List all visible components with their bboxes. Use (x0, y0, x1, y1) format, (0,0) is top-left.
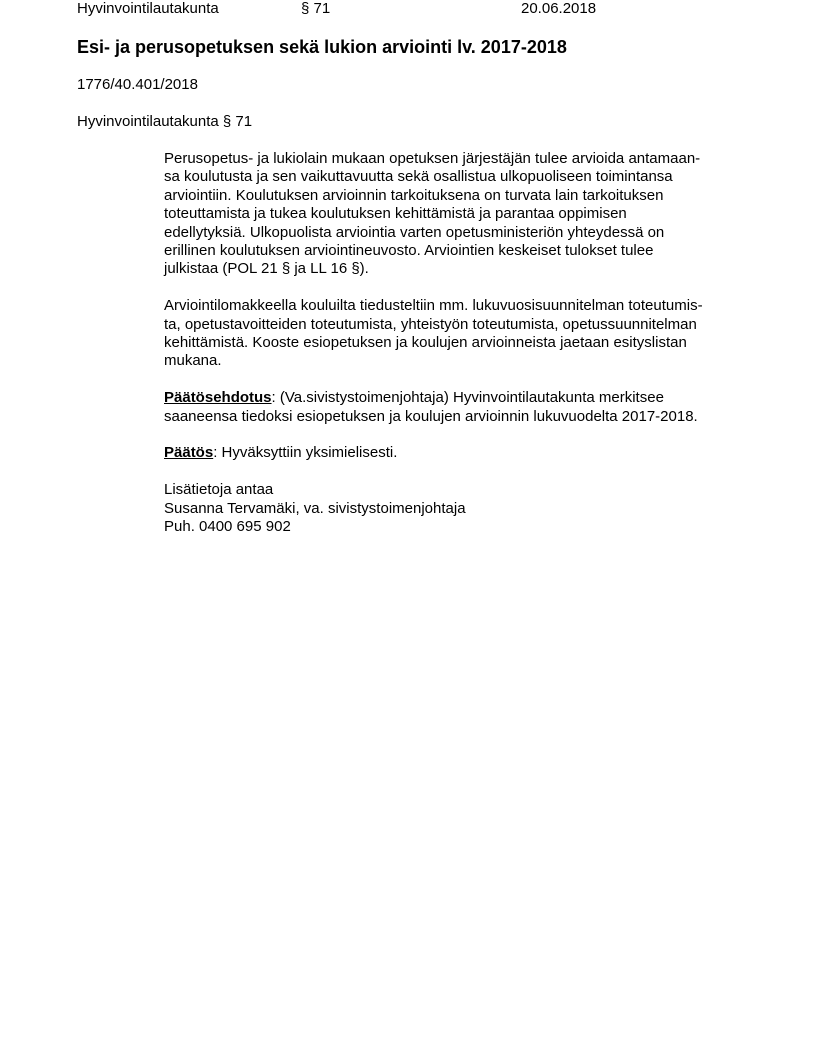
header-date: 20.06.2018 (521, 0, 597, 17)
paragraph-evaluation-form (164, 297, 754, 371)
paragraph-background (164, 150, 754, 279)
text-line (164, 444, 754, 462)
text-line: toteuttamista ja tukea koulutuksen kehittämistä ja parantaa oppimisen (164, 205, 627, 223)
proposal-label: Päätösehdotus (164, 389, 272, 407)
text-line: sa koulutusta ja sen vaikuttavuutta sekä osallistua ulkopuoliseen toimintansa (164, 168, 673, 186)
contact-intro: Lisätietoja antaa (164, 481, 274, 499)
text-line: Arviointilomakkeella kouluilta tiedusteltiin mm. lukuvuosisuunnitelman toteutumis- (164, 297, 703, 315)
paragraph-decision (164, 444, 754, 462)
text-line: ta, opetustavoitteiden toteutumista, yhteistyön toteutumista, opetussuunnitelman (164, 315, 697, 333)
contact-phone: Puh. 0400 695 902 (164, 518, 291, 536)
contact-person: Susanna Tervamäki, va. sivistystoimenjohtaja (164, 499, 466, 517)
document-body (164, 150, 754, 555)
document-title: Esi- ja perusopetuksen sekä lukion arviointi lv. 2017-2018 (77, 37, 567, 57)
text-line: arviointiin. Koulutuksen arvioinnin tarkoituksena on turvata lain tarkoituksen (164, 186, 664, 204)
text-line: julkistaa (POL 21 § ja LL 16 §). (164, 260, 369, 278)
document-header (77, 0, 777, 20)
header-section-number: § 71 (301, 0, 331, 17)
committee-section-heading: Hyvinvointilautakunta § 71 (77, 113, 253, 130)
text-line: saaneensa tiedoksi esiopetuksen ja koulujen arvioinnin lukuvuodelta 2017-2018. (164, 407, 698, 425)
decision-label: Päätös (164, 444, 214, 462)
text-line: mukana. (164, 352, 222, 370)
decision-text: : Hyväksyttiin yksimielisesti. (213, 444, 398, 462)
text-line: erillinen koulutuksen arviointineuvosto. Arviointien keskeiset tulokset tulee (164, 242, 654, 260)
text-line: Perusopetus- ja lukiolain mukaan opetuksen järjestäjän tulee arvioida antamaan- (164, 150, 701, 167)
text-line: edellytyksiä. Ulkopuolista arviointia varten opetusministeriön yhteydessä on (164, 223, 665, 241)
paragraph-contact (164, 481, 754, 536)
proposal-text: : (Va.sivistystoimenjohtaja) Hyvinvointilautakunta merkitsee (271, 389, 664, 407)
reference-number: 1776/40.401/2018 (77, 76, 198, 93)
header-committee: Hyvinvointilautakunta (77, 0, 219, 17)
text-line: kehittämistä. Kooste esiopetuksen ja koulujen arvioinneista jaetaan esityslistan (164, 334, 687, 352)
paragraph-proposal (164, 389, 754, 426)
text-line (164, 389, 754, 407)
